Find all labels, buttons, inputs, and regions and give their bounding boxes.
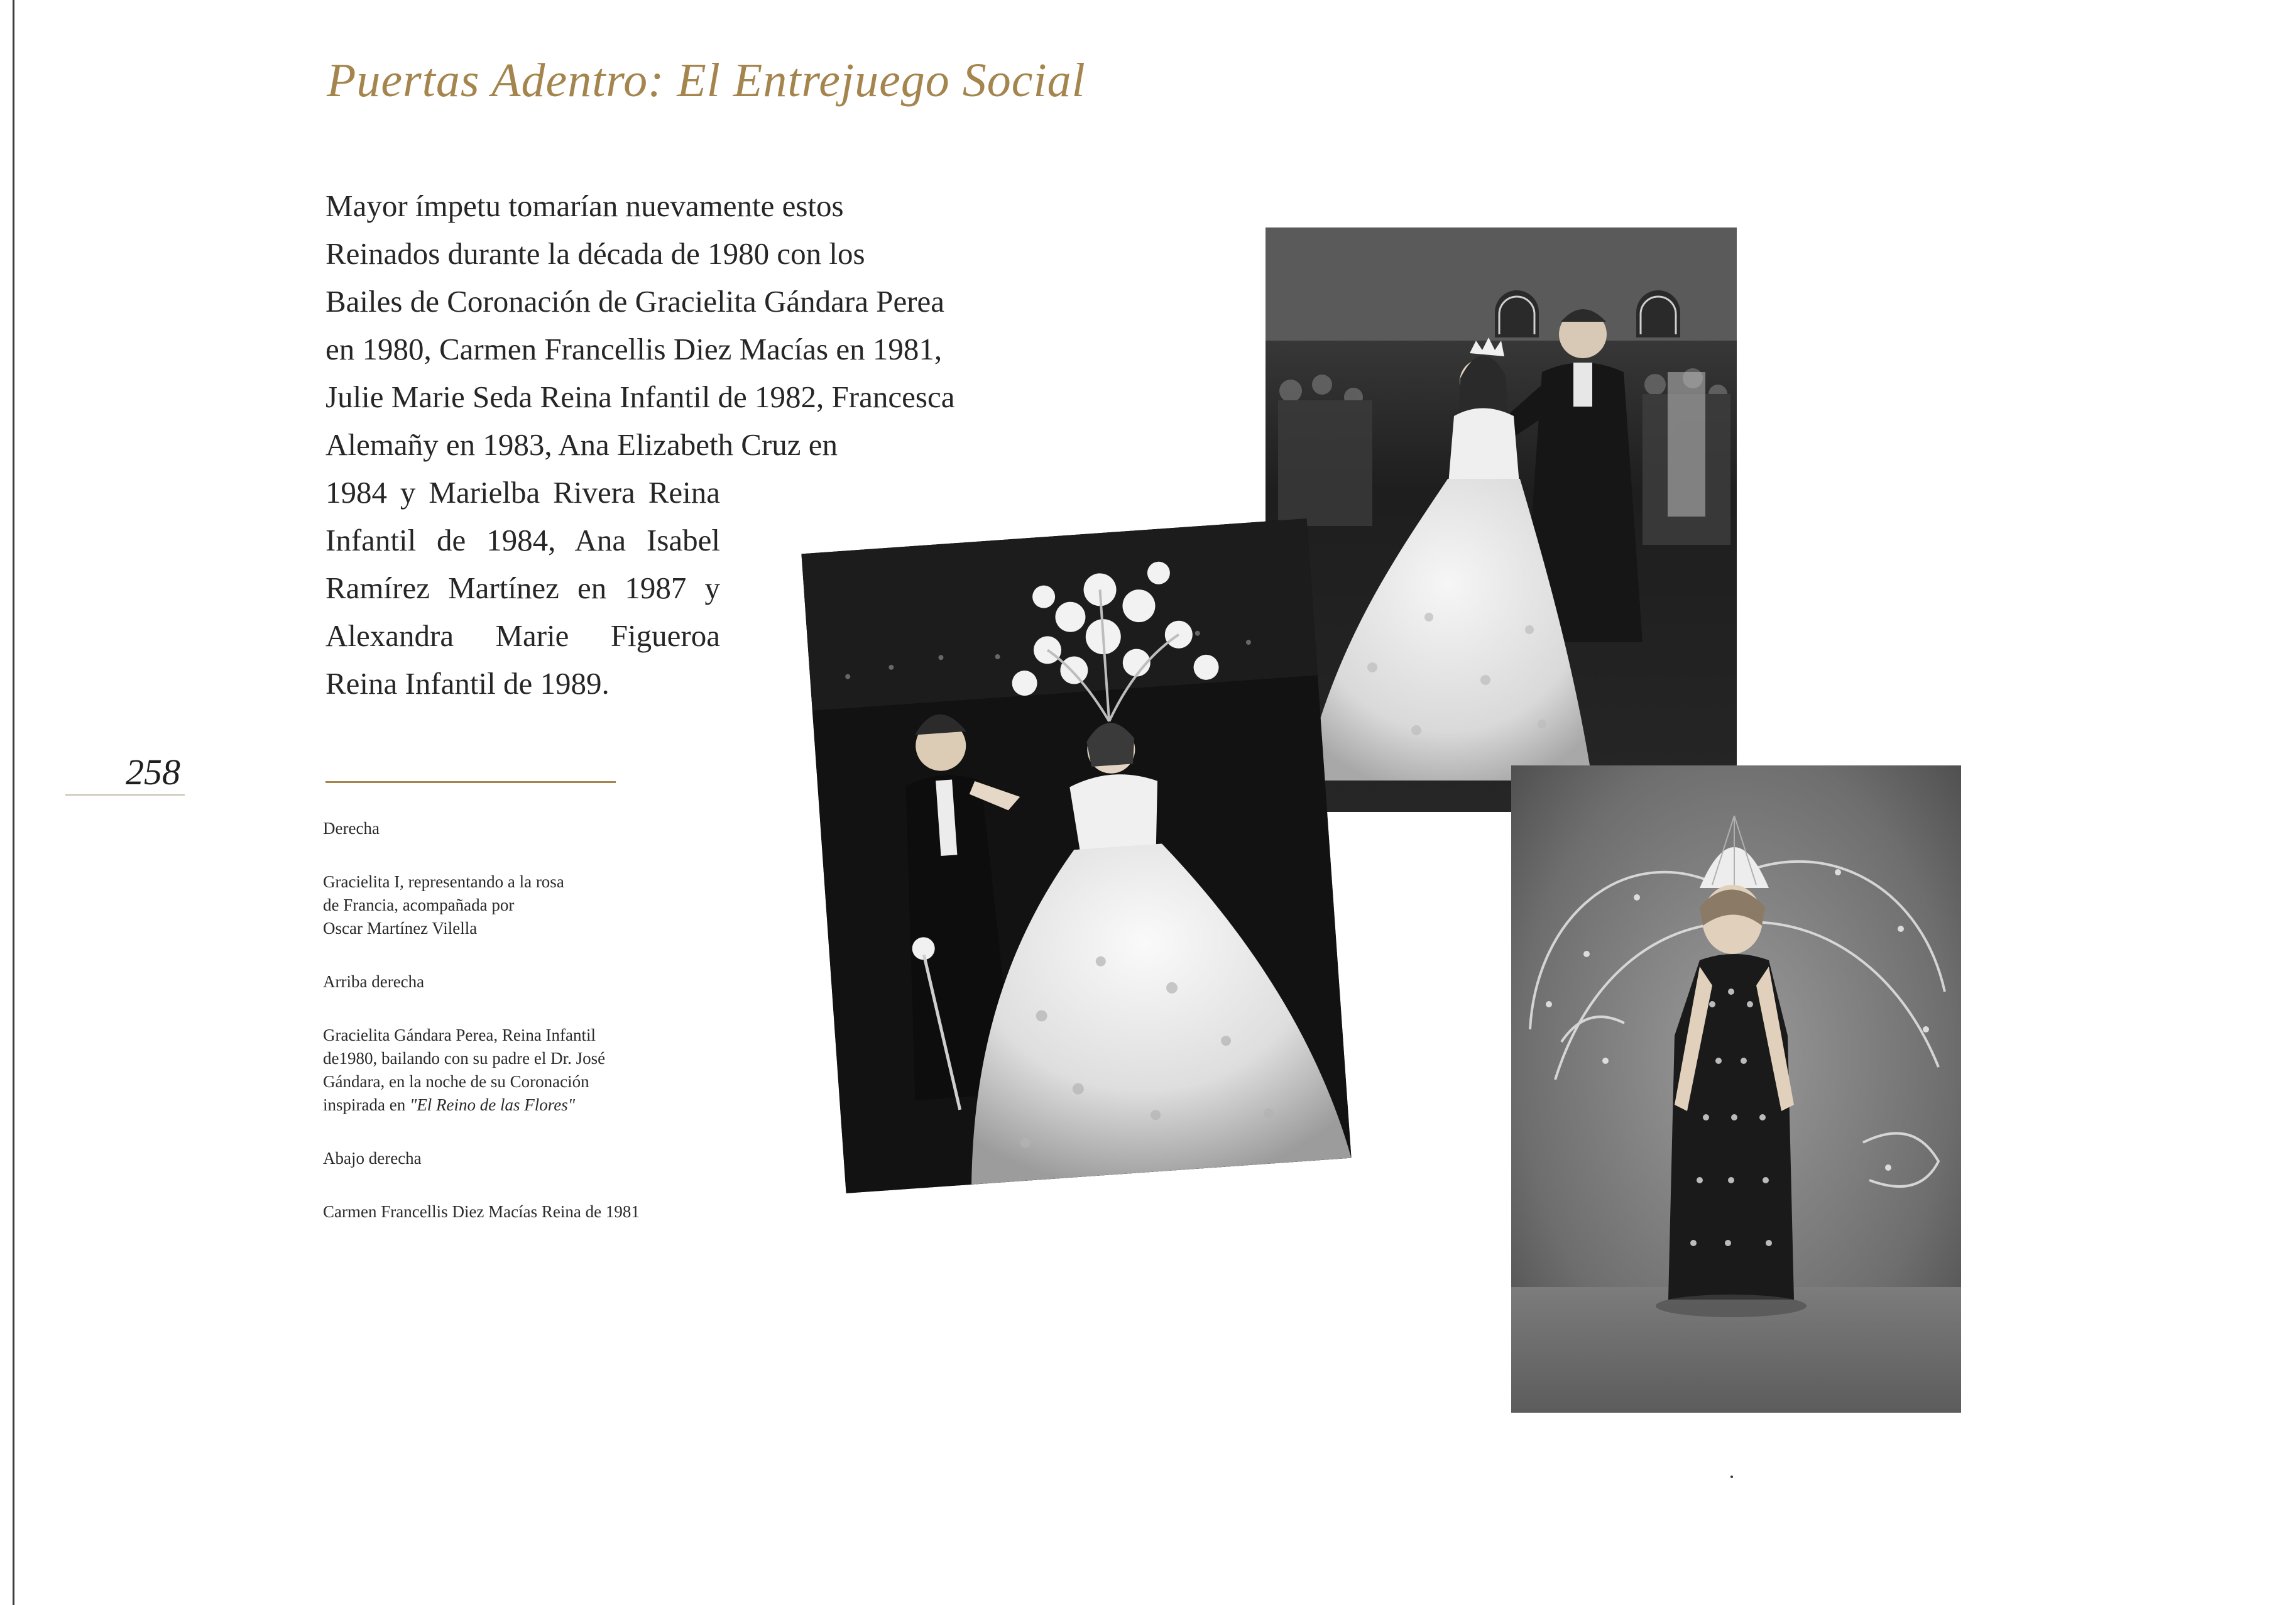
- photo-father-daughter-dance: [1266, 227, 1737, 812]
- body-line: Bailes de Coronación de Gracielita Gándara Perea: [325, 284, 945, 319]
- photo-queen-with-page: [801, 518, 1351, 1193]
- body-line: Alexandra Marie Figueroa: [325, 618, 720, 653]
- caption-line: de1980, bailando con su padre el Dr. José: [323, 1049, 606, 1068]
- queen-page-photo-illustration: [801, 518, 1351, 1193]
- page-number-rule: [65, 794, 185, 796]
- body-line: Julie Marie Seda Reina Infantil de 1982, Francesca: [325, 380, 955, 414]
- caption-lower-right: [323, 1147, 801, 1224]
- caption-italic-title: "El Reino de las Flores": [409, 1095, 576, 1114]
- portrait-photo-illustration: [1511, 765, 1961, 1413]
- body-line: Alemañy en 1983, Ana Elizabeth Cruz en: [325, 427, 838, 462]
- caption-right: [323, 817, 801, 940]
- caption-line: [323, 1093, 801, 1117]
- caption-heading: Derecha: [323, 819, 380, 838]
- caption-line: Oscar Martínez Vilella: [323, 919, 478, 938]
- caption-heading: Abajo derecha: [323, 1149, 422, 1168]
- body-line: 1984 y Marielba Rivera Reina: [325, 475, 720, 510]
- running-head: Puertas Adentro: El Entrejuego Social: [327, 54, 1086, 107]
- caption-line: Gracielita I, representando a la rosa: [323, 872, 564, 891]
- caption-line: Carmen Francellis Diez Macías Reina de 1981: [323, 1202, 640, 1221]
- caption-line: Gracielita Gándara Perea, Reina Infantil: [323, 1026, 596, 1044]
- body-line: Reinados durante la década de 1980 con los: [325, 236, 865, 271]
- caption-prefix: inspirada en: [323, 1095, 410, 1114]
- body-line: Infantil de 1984, Ana Isabel: [325, 523, 720, 557]
- caption-divider: [325, 781, 616, 783]
- dance-photo-illustration: [1266, 227, 1737, 812]
- page-number: 258: [126, 752, 180, 792]
- body-line: Ramírez Martínez en 1987 y: [325, 571, 720, 605]
- caption-line: Gándara, en la noche de su Coronación: [323, 1072, 589, 1091]
- photo-queen-portrait: [1511, 765, 1961, 1413]
- captions: [323, 817, 801, 1254]
- print-speck: [1730, 1476, 1733, 1478]
- page-binding-edge: [13, 0, 14, 1605]
- caption-line: de Francia, acompañada por: [323, 896, 515, 914]
- body-line: en 1980, Carmen Francellis Diez Macías en 1981,: [325, 332, 943, 366]
- body-line: Mayor ímpetu tomarían nuevamente estos: [325, 189, 844, 223]
- body-line: Reina Infantil de 1989.: [325, 666, 610, 701]
- caption-heading: Arriba derecha: [323, 972, 425, 991]
- caption-upper-right: [323, 970, 801, 1117]
